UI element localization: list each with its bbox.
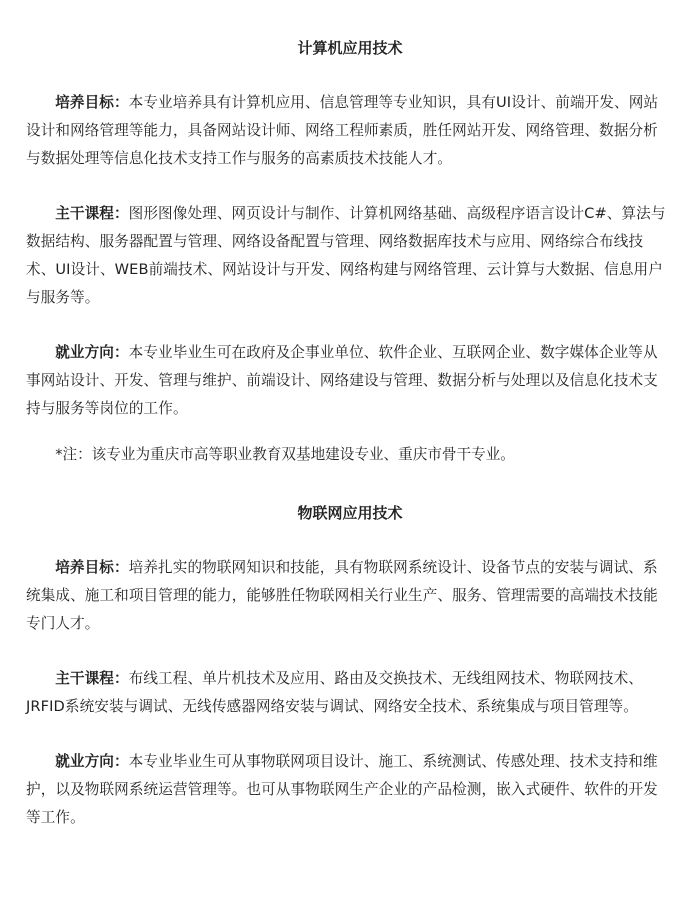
employment-direction-label: 就业方向： [55, 753, 129, 770]
training-objective-paragraph [26, 89, 668, 173]
major-note: *注：该专业为重庆市高等职业教育双基地建设专业、重庆市骨干专业。 [55, 446, 515, 463]
training-objective-label: 培养目标： [55, 559, 129, 576]
main-courses-text: 布线工程、单片机技术及应用、路由及交换技术、无线组网技术、物联网技术、JRFID系统安装与调试、无线传感器网络安装与调试、网络安全技术、系统集成与项目管理等。 [26, 670, 643, 715]
training-objective-paragraph [26, 554, 668, 638]
training-objective-label: 培养目标： [55, 94, 129, 111]
main-courses-label: 主干课程： [55, 205, 129, 222]
employment-direction-paragraph [26, 339, 668, 423]
training-objective-text: 培养扎实的物联网知识和技能，具有物联网系统设计、设备节点的安装与调试、系统集成、施工和项目管理的能力，能够胜任物联网相关行业生产、服务、管理需要的高端技术技能专门人才。 [26, 559, 658, 632]
main-courses-paragraph [26, 200, 668, 312]
employment-direction-text: 本专业毕业生可从事物联网项目设计、施工、系统测试、传感处理、技术支持和维护，以及物联网系统运营管理等。也可从事物联网生产企业的产品检测，嵌入式硬件、软件的开发等工作。 [26, 753, 658, 826]
employment-direction-label: 就业方向： [55, 344, 129, 361]
training-objective-text: 本专业培养具有计算机应用、信息管理等专业知识，具有UI设计、前端开发、网站设计和网络管理等能力，具备网站设计师、网络工程师素质，胜任网站开发、网络管理、数据分析与数据处理等信息化技术支持工作与服务的高素质技术技能人才。 [26, 94, 659, 167]
major-title-iot-application: 物联网应用技术 [297, 504, 403, 522]
main-courses-text: 图形图像处理、网页设计与制作、计算机网络基础、高级程序语言设计C#、算法与数据结构、服务器配置与管理、网络设备配置与管理、网络数据库技术与应用、网络综合布线技术、UI设计、WEB前端技术、网站设计与开发、网络构建与网络管理、云计算与大数据、信息用户与服务等。 [26, 205, 666, 306]
major-title-computer-application: 计算机应用技术 [297, 39, 403, 57]
main-courses-paragraph [26, 665, 668, 721]
employment-direction-paragraph [26, 748, 668, 832]
main-courses-label: 主干课程： [55, 670, 129, 687]
employment-direction-text: 本专业毕业生可在政府及企事业单位、软件企业、互联网企业、数字媒体企业等从事网站设计、开发、管理与维护、前端设计、网络建设与管理、数据分析与处理以及信息化技术支持与服务等岗位的工作。 [26, 344, 658, 417]
